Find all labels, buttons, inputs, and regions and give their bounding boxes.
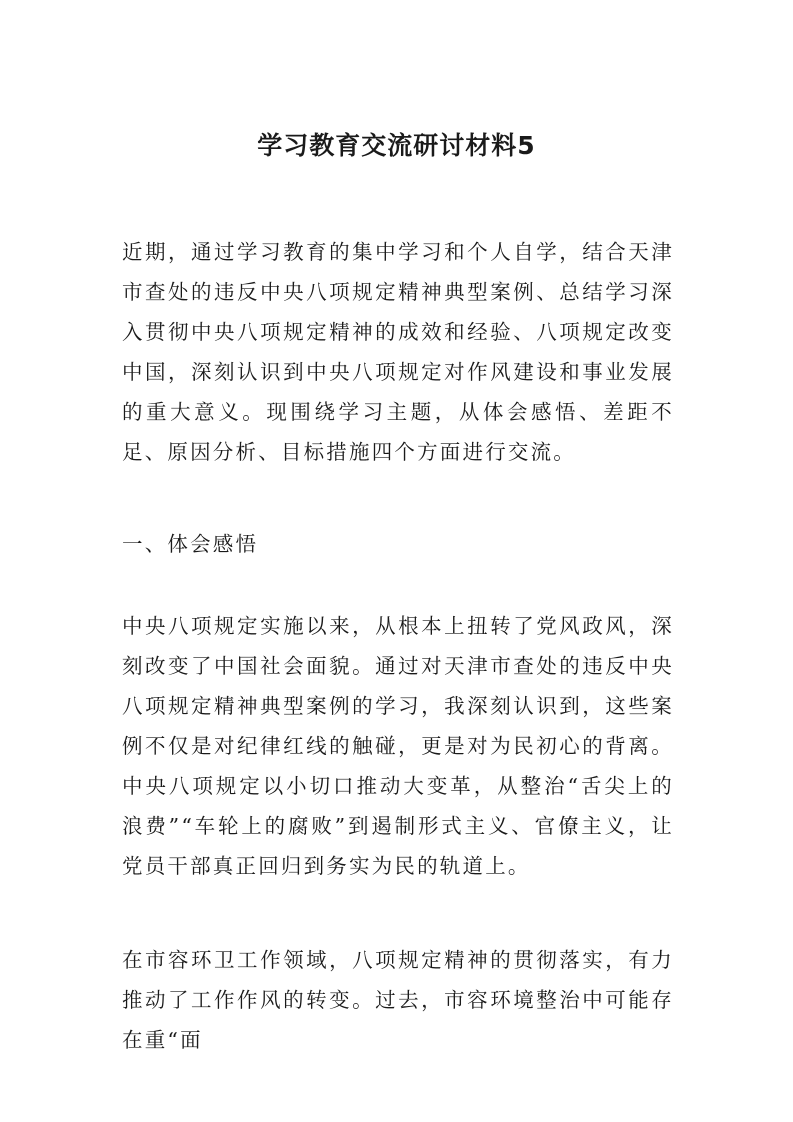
section-heading: 一、体会感悟 xyxy=(122,532,259,556)
page-title: 学习教育交流研讨材料5 xyxy=(257,131,536,160)
body-paragraph: 中央八项规定实施以来，从根本上扭转了党风政风，深刻改变了中国社会面貌。通过对天津市查处的违反中央八项规定精神典型案例的学习，我深刻认识到，这些案例不仅是对纪律红线的触碰，更是对为民初心的背离。中央八项规定以小切口推动大变革，从整治“舌尖上的浪费”“车轮上的腐败”到遏制形式主义、官僚主义，让党员干部真正回归到务实为民的轨道上。 xyxy=(122,614,674,878)
body-paragraph-continued: 在市容环卫工作领域，八项规定精神的贯彻落实，有力推动了工作作风的转变。过去，市容环境整治中可能存在重“面 xyxy=(122,948,674,1052)
intro-paragraph: 近期，通过学习教育的集中学习和个人自学，结合天津市查处的违反中央八项规定精神典型案例、总结学习深入贯彻中央八项规定精神的成效和经验、八项规定改变中国，深刻认识到中央八项规定对作风建设和事业发展的重大意义。现围绕学习主题，从体会感悟、差距不足、原因分析、目标措施四个方面进行交流。 xyxy=(122,240,674,464)
